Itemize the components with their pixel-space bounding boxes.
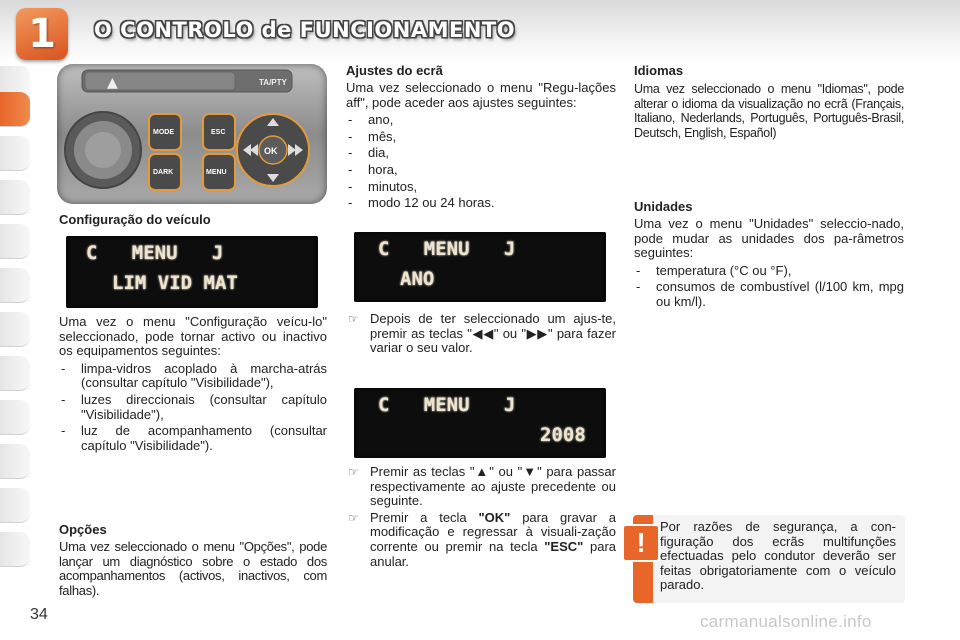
- lcd-line-1: C MENU J: [378, 394, 516, 416]
- step-navigation: [346, 465, 616, 571]
- watermark: carmanualsonline.info: [700, 612, 872, 631]
- lcd-display-year: [354, 232, 606, 302]
- step-text: Depois de ter seleccionado um ajus-te, premir as teclas "◀◀" ou "▶▶" para fazer variar o seu valor.: [370, 311, 616, 356]
- list-item: - modo 12 ou 24 horas.: [346, 196, 616, 211]
- list-item: - luz de acompanhamento (consultar capítulo "Visibilidade").: [59, 424, 327, 453]
- lcd-line-1: C MENU J: [86, 242, 224, 264]
- side-tab-3: [0, 180, 30, 215]
- display-settings-heading: Ajustes do ecrã: [346, 63, 443, 78]
- languages-heading: Idiomas: [634, 63, 684, 78]
- chapter-number: 1: [28, 11, 56, 57]
- list-item: - dia,: [346, 146, 616, 161]
- esc-label: ESC: [211, 129, 226, 136]
- warning-exclamation-icon: !: [622, 524, 660, 562]
- list-item: - limpa-vidros acoplado à marcha-atrás (consultar capítulo "Visibilidade"),: [59, 362, 327, 391]
- list-item: - temperatura (°C ou °F),: [634, 264, 904, 279]
- pointing-hand-icon: ☞: [348, 510, 359, 525]
- lcd-line-2: LIM VID MAT: [112, 272, 238, 294]
- side-tab-2: [0, 136, 30, 171]
- menu-label: MENU: [206, 169, 227, 176]
- lcd-display-year-value: [354, 388, 606, 458]
- page-number: 34: [30, 606, 48, 623]
- ok-key-label: "OK": [478, 509, 511, 525]
- step-text: para gravar a modificação e regressar à visuali-zação corrente ou premir na tecla: [370, 509, 616, 554]
- step-adjust: [346, 312, 616, 358]
- step-text: Premir a tecla: [370, 509, 479, 525]
- ok-label: OK: [264, 146, 278, 156]
- list-item: - hora,: [346, 163, 616, 178]
- options-text: Uma vez seleccionado o menu "Opções", pode lançar um diagnóstico sobre o estado dos acompanhamentos (activos, inactivos, com falhas).: [59, 539, 327, 598]
- side-tab-7: [0, 356, 30, 391]
- side-tab-6: [0, 312, 30, 347]
- side-tab-active: [0, 92, 30, 127]
- config-intro: Uma vez o menu "Configuração veícu-lo" seleccionado, pode tornar activo ou inactivo os equipamentos seguintes:: [59, 314, 327, 359]
- units-heading: Unidades: [634, 199, 693, 214]
- lcd-line-2: ANO: [400, 268, 435, 290]
- units-intro: Uma vez o menu "Unidades" seleccio-nado, pode mudar as unidades dos pa-râmetros seguintes:: [634, 216, 904, 261]
- list-item: - minutos,: [346, 180, 616, 195]
- lcd-line-2: 2008: [540, 424, 586, 446]
- mode-label: MODE: [153, 129, 174, 136]
- list-item: - consumos de combustível (l/100 km, mpg ou km/l).: [634, 280, 904, 309]
- step-text: Premir as teclas "▲" ou "▼" para passar respectivamente ao ajuste precedente ou seguinte.: [370, 464, 616, 509]
- languages-text: Uma vez seleccionado o menu "Idiomas", pode alterar o idioma da visualização no ecrã (Français, Italiano, Nederlands, Português, Português-Brasil, Deutsch, English, Español): [634, 82, 904, 140]
- side-tab-9: [0, 444, 30, 479]
- step-text: para anular.: [370, 538, 616, 569]
- side-tabs: [0, 62, 32, 582]
- list-item: [346, 312, 616, 356]
- dark-label: DARK: [153, 169, 174, 176]
- side-tab-8: [0, 400, 30, 435]
- side-tab-11: [0, 532, 30, 567]
- list-item: [346, 465, 616, 509]
- pointing-hand-icon: ☞: [348, 312, 359, 326]
- esc-key-label: "ESC": [544, 538, 584, 554]
- warning-text: Por razões de segurança, a con-figuração dos ecrãs multifunções efectuadas pelo condutor deverão ser feitas obrigatoriamente com o veículo parado.: [660, 519, 896, 593]
- list-item: - ano,: [346, 113, 616, 128]
- pointing-hand-icon: ☞: [348, 465, 359, 479]
- display-settings-intro: Uma vez seleccionado o menu "Regu-lações aff", pode aceder aos ajustes seguintes:: [346, 80, 616, 110]
- list-item: - mês,: [346, 130, 616, 145]
- list-item: [346, 511, 616, 569]
- units-section: [634, 217, 904, 312]
- control-panel-image: [57, 64, 327, 204]
- page-title: O CONTROLO de FUNCIONAMENTO: [94, 18, 516, 42]
- config-section: [59, 315, 327, 455]
- ta-pty-label: TA/PTY: [259, 78, 287, 87]
- chapter-badge: [16, 8, 68, 60]
- eject-icon: ▲: [107, 75, 118, 91]
- config-heading: Configuração do veículo: [59, 212, 211, 227]
- lcd-line-1: C MENU J: [378, 238, 516, 260]
- side-tab-4: [0, 224, 30, 259]
- options-heading: Opções: [59, 522, 107, 537]
- lcd-display-config: [66, 236, 318, 308]
- side-tab-5: [0, 268, 30, 303]
- control-panel-drawing: [57, 64, 327, 204]
- display-settings-section: [346, 81, 616, 213]
- side-tab-10: [0, 488, 30, 523]
- list-item: - luzes direccionais (consultar capítulo "Visibilidade"),: [59, 393, 327, 422]
